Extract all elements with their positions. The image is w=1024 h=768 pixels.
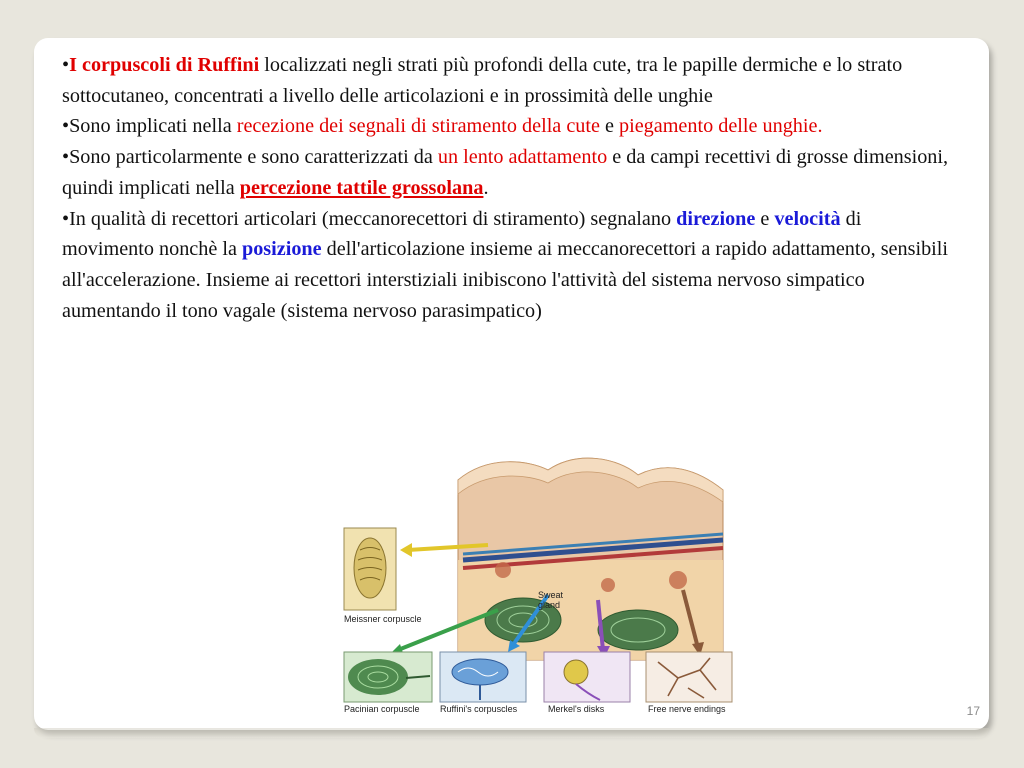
- ruffini-corpuscle-label: Ruffini's corpuscles: [440, 704, 518, 714]
- page-number: 17: [966, 704, 980, 718]
- meissner-corpuscle-label: Meissner corpuscle: [344, 614, 422, 624]
- skin-cross-section: [458, 458, 723, 660]
- pacinian-corpuscle-inset: [344, 652, 432, 702]
- text-segment: dell'articolazione insieme ai meccanorecettori a rapido adattamento, sensibili all'accelerazione. Insieme ai recettori interstiziali inibiscono l'attività del sistema nervoso simpatico aumentando il tono vagale (sistema nervoso parasimpatico): [62, 238, 948, 322]
- text-segment: posizione: [241, 238, 322, 261]
- bullet-paragraph: [62, 142, 957, 203]
- sweat-gland-label: Sweat gland: [538, 590, 564, 610]
- text-segment: e: [599, 115, 619, 138]
- text-segment: recezione dei segnali di stiramento della cute: [236, 115, 600, 138]
- text-segment: velocità: [774, 207, 841, 230]
- slide-body-text: [62, 50, 957, 326]
- text-segment: •In qualità di recettori articolari (meccanorecettori di stiramento) segnalano: [62, 207, 677, 230]
- free-nerve-endings-inset: [646, 652, 732, 702]
- text-segment: •Sono particolarmente e sono caratterizzati da: [62, 146, 438, 169]
- free-nerve-endings-label: Free nerve endings: [648, 704, 726, 714]
- text-segment: piegamento delle unghie.: [619, 115, 823, 138]
- text-segment: un lento adattamento: [437, 146, 608, 169]
- merkel-disks-label: Merkel's disks: [548, 704, 605, 714]
- slide-shadow: [34, 728, 989, 738]
- meissner-corpuscle-inset: [344, 528, 396, 610]
- text-segment: direzione: [676, 207, 756, 230]
- text-segment: percezione tattile grossolana: [239, 176, 484, 199]
- bullet-paragraph: [62, 111, 957, 142]
- merkel-disks-inset: [544, 652, 630, 702]
- text-segment: e da campi recettivi di grosse dimensioni, quindi implicati nella: [62, 146, 949, 199]
- text-segment: e: [755, 207, 775, 230]
- text-segment: di movimento nonchè la: [62, 207, 862, 261]
- text-segment: I corpuscoli di Ruffini: [69, 54, 260, 76]
- skin-receptors-figure: [338, 450, 738, 720]
- bullet-paragraph: [62, 50, 957, 111]
- text-segment: .: [483, 176, 489, 199]
- text-segment: •Sono implicati nella: [62, 115, 237, 138]
- ruffini-corpuscle-inset: [440, 652, 526, 702]
- text-segment: localizzati negli strati più profondi della cute, tra le papille dermiche e lo strato sottocutaneo, concentrati a livello delle articolazioni e in prossimità delle unghie: [62, 54, 903, 107]
- bullet-paragraph: [62, 204, 957, 327]
- text-segment: •: [62, 54, 70, 76]
- pacinian-corpuscle-label: Pacinian corpuscle: [344, 704, 420, 714]
